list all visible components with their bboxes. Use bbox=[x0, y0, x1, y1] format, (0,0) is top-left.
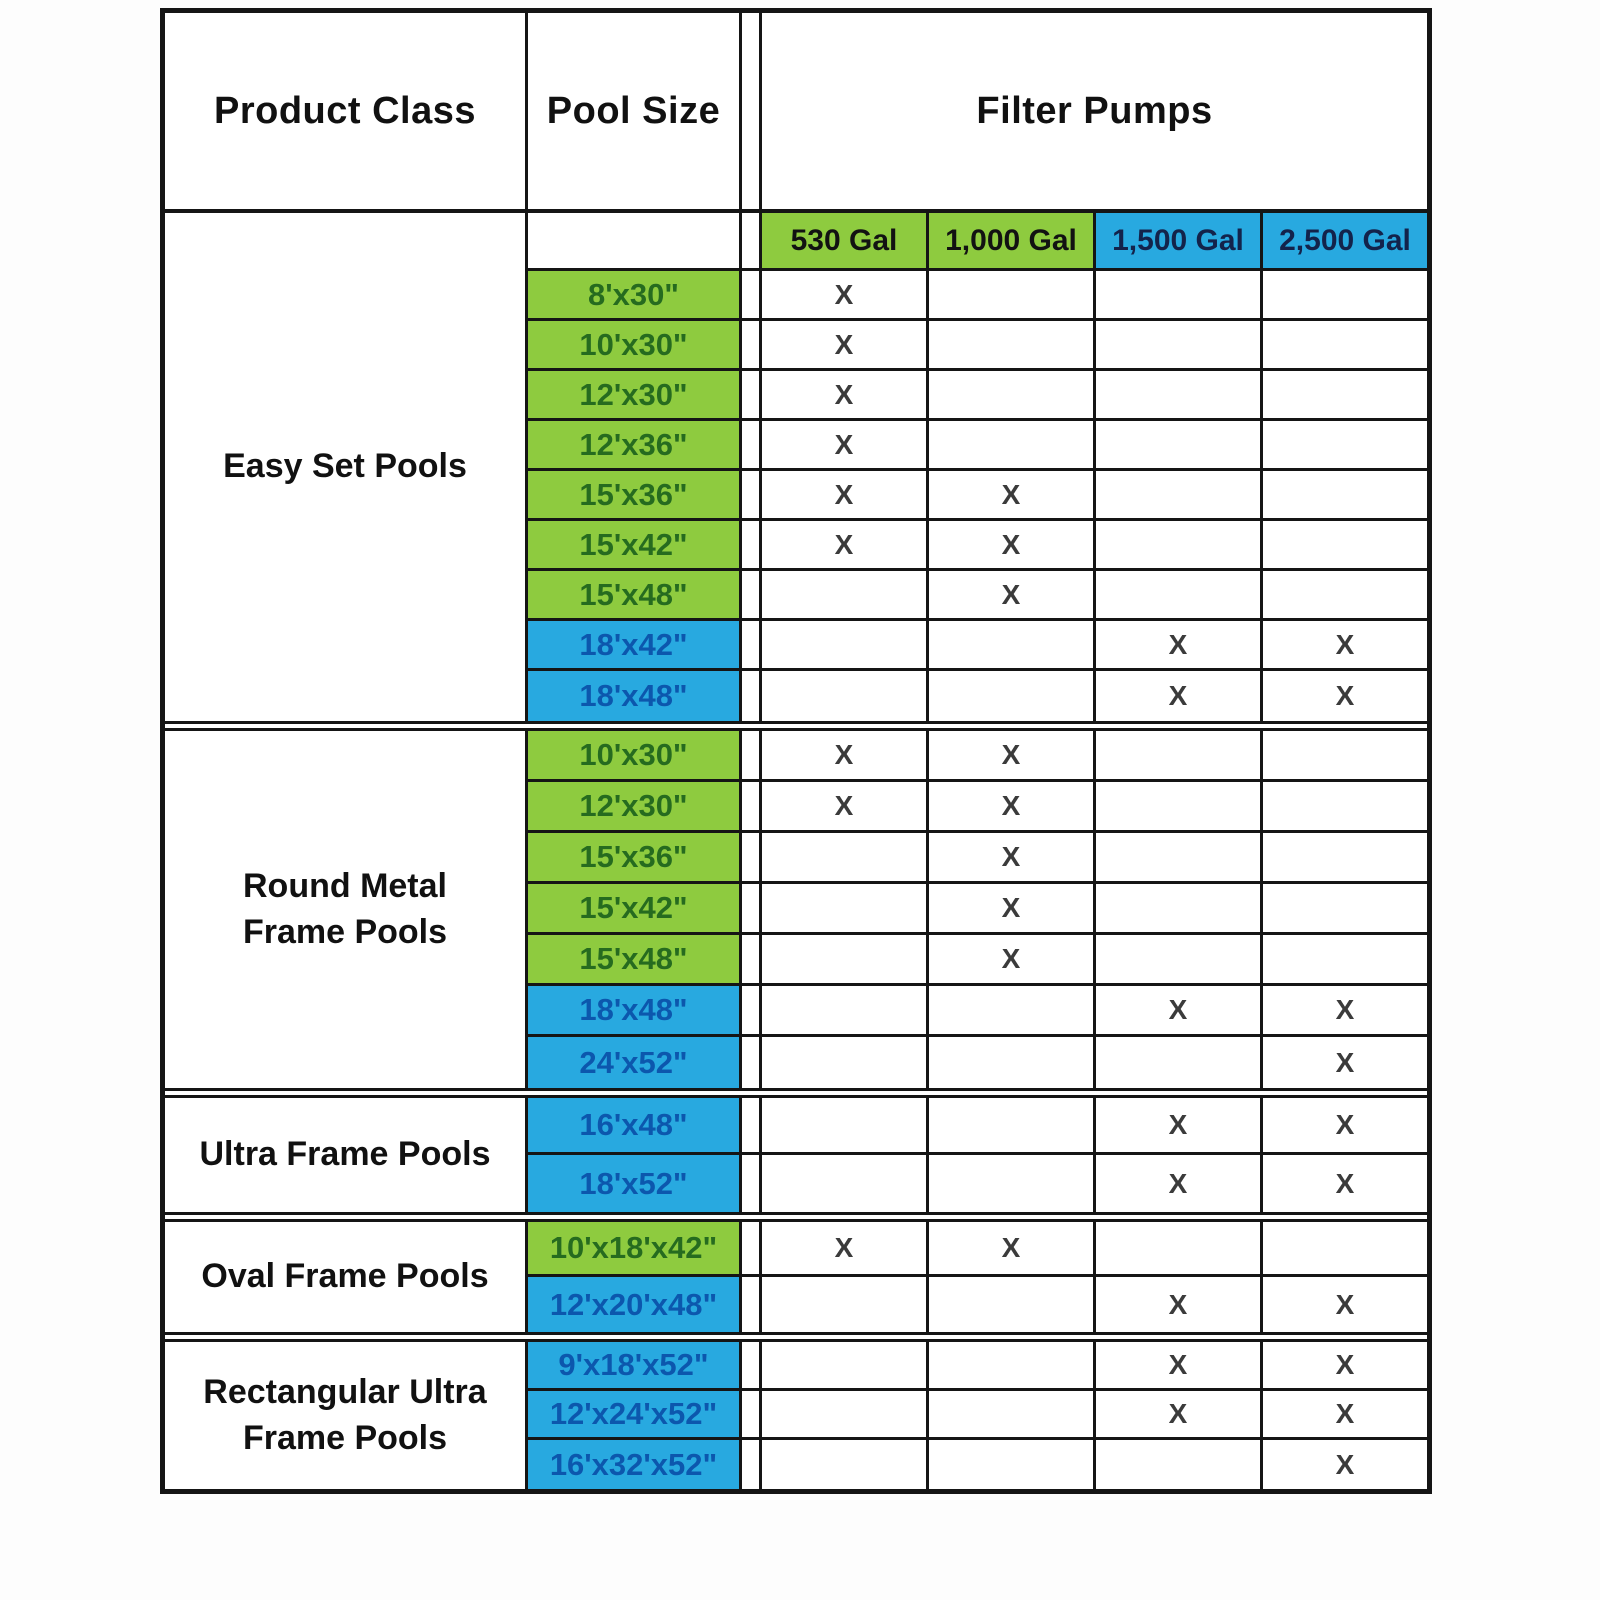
pump-column-header: 530 Gal bbox=[762, 213, 929, 268]
double-line-gap bbox=[742, 884, 762, 932]
pump-compatibility-cell bbox=[1096, 1440, 1263, 1489]
pool-size-cell: 15'x42" bbox=[528, 521, 742, 568]
pump-compatibility-cell bbox=[1263, 471, 1427, 518]
table-header-row bbox=[165, 13, 1427, 213]
double-line-gap bbox=[742, 621, 762, 668]
pump-compatibility-cell: X bbox=[1335, 1167, 1355, 1199]
pump-compatibility-cell bbox=[929, 1391, 1096, 1437]
pool-size-cell: 18'x48" bbox=[528, 986, 742, 1034]
pool-size-row bbox=[528, 935, 1427, 986]
pool-size-cell: 18'x52" bbox=[528, 1155, 742, 1212]
pump-compatibility-cell: X bbox=[762, 271, 929, 318]
pump-compatibility-cell: X bbox=[929, 782, 1096, 830]
product-class-label-line: Easy Set Pools bbox=[223, 447, 467, 486]
pool-size-row bbox=[528, 1277, 1427, 1332]
product-class-cell bbox=[165, 213, 528, 721]
pump-compatibility-cell bbox=[1263, 321, 1427, 368]
pool-size-row bbox=[528, 1098, 1427, 1155]
double-line-gap bbox=[742, 571, 762, 618]
pump-compatibility-cell bbox=[1096, 935, 1263, 983]
pump-compatibility-cell: X bbox=[1335, 1349, 1355, 1380]
pool-size-row bbox=[528, 521, 1427, 571]
pump-compatibility-cell bbox=[929, 1440, 1096, 1489]
pool-size-row bbox=[528, 671, 1427, 721]
pool-size-row bbox=[528, 1391, 1427, 1440]
pool-size-row bbox=[528, 782, 1427, 833]
pump-compatibility-cell bbox=[762, 1391, 929, 1437]
pool-size-cell: 8'x30" bbox=[528, 271, 742, 318]
product-class-label-line: Round Metal bbox=[243, 866, 447, 905]
pool-size-cell: 15'x36" bbox=[528, 833, 742, 881]
pool-size-cell: 12'x20'x48" bbox=[528, 1277, 742, 1332]
pump-compatibility-cell bbox=[762, 935, 929, 983]
pump-compatibility-cell: X bbox=[762, 1222, 929, 1274]
pool-size-cell: 15'x36" bbox=[528, 471, 742, 518]
pump-compatibility-cell bbox=[762, 621, 929, 668]
pump-compatibility-cell: X bbox=[1335, 1046, 1355, 1078]
pool-size-row bbox=[528, 1440, 1427, 1489]
product-class-label-line: Rectangular Ultra bbox=[203, 1372, 487, 1411]
pump-compatibility-cell bbox=[929, 621, 1096, 668]
pool-size-row bbox=[528, 884, 1427, 935]
pool-size-cell: 12'x30" bbox=[528, 782, 742, 830]
pump-compatibility-cell bbox=[929, 321, 1096, 368]
pump-compatibility-cell bbox=[1096, 521, 1263, 568]
double-line-gap bbox=[742, 671, 762, 721]
double-line-gap bbox=[742, 1155, 762, 1212]
pump-compatibility-cell bbox=[1096, 471, 1263, 518]
pump-compatibility-cell bbox=[1263, 571, 1427, 618]
pump-compatibility-cell bbox=[1096, 1222, 1263, 1274]
double-line-gap bbox=[742, 935, 762, 983]
pump-compatibility-cell bbox=[1263, 421, 1427, 468]
pool-size-row bbox=[528, 731, 1427, 782]
pool-size-row bbox=[528, 1037, 1427, 1088]
pump-compatibility-cell bbox=[1096, 833, 1263, 881]
pump-compatibility-cell: X bbox=[1335, 628, 1355, 660]
empty-spacer-cell bbox=[528, 213, 742, 268]
pump-compatibility-cell bbox=[1096, 371, 1263, 418]
pump-compatibility-cell bbox=[1096, 271, 1263, 318]
pool-size-row bbox=[528, 986, 1427, 1037]
pump-compatibility-cell: X bbox=[929, 935, 1096, 983]
pump-compatibility-cell bbox=[1263, 271, 1427, 318]
double-line-gap bbox=[742, 271, 762, 318]
pool-size-row bbox=[528, 371, 1427, 421]
pump-compatibility-cell bbox=[1263, 884, 1427, 932]
pump-compatibility-cell: X bbox=[1096, 986, 1263, 1034]
pool-size-cell: 16'x32'x52" bbox=[528, 1440, 742, 1489]
pump-compatibility-cell: X bbox=[929, 1222, 1096, 1274]
pump-compatibility-cell: X bbox=[1335, 1109, 1355, 1140]
pool-size-cell: 24'x52" bbox=[528, 1037, 742, 1088]
product-class-cell bbox=[165, 1098, 528, 1212]
section-rows bbox=[528, 1222, 1427, 1332]
pool-size-cell: 12'x24'x52" bbox=[528, 1391, 742, 1437]
double-line-gap bbox=[742, 986, 762, 1034]
pool-size-row bbox=[528, 421, 1427, 471]
pump-compatibility-cell: X bbox=[1096, 1277, 1263, 1332]
pool-size-row bbox=[528, 621, 1427, 671]
pump-compatibility-cell bbox=[1096, 321, 1263, 368]
pump-compatibility-cell bbox=[1263, 935, 1427, 983]
pool-size-cell: 15'x48" bbox=[528, 935, 742, 983]
pool-size-row bbox=[528, 1155, 1427, 1212]
pump-compatibility-cell: X bbox=[929, 833, 1096, 881]
pump-compatibility-cell: X bbox=[762, 371, 929, 418]
pump-compatibility-cell bbox=[929, 986, 1096, 1034]
pump-compatibility-cell bbox=[1263, 1222, 1427, 1274]
pump-size-header-row bbox=[528, 213, 1427, 271]
section-rows bbox=[528, 1098, 1427, 1212]
double-line-gap bbox=[742, 1037, 762, 1088]
double-line-gap bbox=[742, 521, 762, 568]
pump-compatibility-cell bbox=[762, 1440, 929, 1489]
section-rows bbox=[528, 731, 1427, 1088]
pump-compatibility-cell: X bbox=[762, 521, 929, 568]
pump-column-header: 2,500 Gal bbox=[1263, 213, 1427, 268]
pump-compatibility-cell bbox=[762, 986, 929, 1034]
pump-compatibility-cell: X bbox=[929, 471, 1096, 518]
pump-compatibility-cell bbox=[929, 1342, 1096, 1388]
pool-size-cell: 10'x30" bbox=[528, 731, 742, 779]
pump-compatibility-cell: X bbox=[929, 571, 1096, 618]
pool-size-cell: 18'x42" bbox=[528, 621, 742, 668]
product-section bbox=[165, 1098, 1427, 1212]
double-line-gap bbox=[742, 213, 762, 268]
double-line-gap bbox=[742, 421, 762, 468]
pump-compatibility-cell bbox=[1096, 782, 1263, 830]
pump-compatibility-cell bbox=[762, 571, 929, 618]
pool-size-cell: 16'x48" bbox=[528, 1098, 742, 1152]
pump-compatibility-cell bbox=[1096, 731, 1263, 779]
product-class-label-line: Oval Frame Pools bbox=[201, 1257, 489, 1296]
pump-compatibility-cell bbox=[1263, 521, 1427, 568]
pump-compatibility-cell bbox=[1263, 833, 1427, 881]
product-class-cell bbox=[165, 1222, 528, 1332]
pump-compatibility-cell: X bbox=[929, 731, 1096, 779]
pump-compatibility-cell bbox=[762, 671, 929, 721]
pump-compatibility-cell bbox=[929, 1155, 1096, 1212]
pump-compatibility-cell bbox=[1263, 731, 1427, 779]
pump-compatibility-cell: X bbox=[1096, 1342, 1263, 1388]
pool-size-row bbox=[528, 833, 1427, 884]
pump-compatibility-cell: X bbox=[1096, 1098, 1263, 1152]
section-separator bbox=[165, 721, 1427, 731]
section-separator bbox=[165, 1088, 1427, 1098]
pump-compatibility-cell bbox=[929, 1277, 1096, 1332]
section-rows bbox=[528, 1342, 1427, 1489]
pump-compatibility-cell bbox=[929, 371, 1096, 418]
pool-size-row bbox=[528, 1342, 1427, 1391]
pool-size-row bbox=[528, 571, 1427, 621]
pump-compatibility-cell: X bbox=[762, 782, 929, 830]
product-section bbox=[165, 1222, 1427, 1332]
pump-compatibility-cell bbox=[929, 421, 1096, 468]
pump-compatibility-cell bbox=[1096, 1037, 1263, 1088]
pump-compatibility-cell: X bbox=[1335, 1288, 1355, 1320]
double-line-gap bbox=[742, 471, 762, 518]
pump-compatibility-cell: X bbox=[1096, 621, 1263, 668]
pool-filter-pump-compatibility-table bbox=[160, 8, 1432, 1494]
pump-compatibility-cell bbox=[1263, 371, 1427, 418]
pump-compatibility-cell: X bbox=[1335, 994, 1355, 1025]
pump-compatibility-cell bbox=[762, 833, 929, 881]
pump-compatibility-cell bbox=[762, 1037, 929, 1088]
product-class-label-line: Frame Pools bbox=[242, 912, 448, 951]
product-section bbox=[165, 1342, 1427, 1489]
pump-compatibility-cell bbox=[1096, 571, 1263, 618]
pump-column-header: 1,000 Gal bbox=[929, 213, 1096, 268]
pump-compatibility-cell: X bbox=[762, 731, 929, 779]
pump-compatibility-cell bbox=[762, 1342, 929, 1388]
pump-compatibility-cell: X bbox=[1096, 1155, 1263, 1212]
pump-compatibility-cell bbox=[762, 1155, 929, 1212]
double-line-gap bbox=[742, 371, 762, 418]
pool-size-cell: 9'x18'x52" bbox=[528, 1342, 742, 1388]
pump-compatibility-cell bbox=[929, 271, 1096, 318]
product-class-cell bbox=[165, 731, 528, 1088]
double-line-gap bbox=[742, 731, 762, 779]
sections-container bbox=[165, 213, 1427, 1489]
pump-compatibility-cell: X bbox=[762, 321, 929, 368]
double-line-gap bbox=[742, 1342, 762, 1388]
pool-size-row bbox=[528, 1222, 1427, 1277]
pump-compatibility-cell bbox=[762, 1277, 929, 1332]
double-line-gap bbox=[742, 1222, 762, 1274]
pump-compatibility-cell: X bbox=[1335, 1398, 1355, 1429]
pump-compatibility-cell bbox=[929, 1037, 1096, 1088]
section-separator bbox=[165, 1212, 1427, 1222]
pump-compatibility-cell bbox=[1096, 421, 1263, 468]
pool-size-cell: 12'x36" bbox=[528, 421, 742, 468]
pump-compatibility-cell: X bbox=[762, 421, 929, 468]
double-line-gap bbox=[742, 833, 762, 881]
product-section bbox=[165, 731, 1427, 1088]
pool-size-row bbox=[528, 271, 1427, 321]
product-class-label-line: Frame Pools bbox=[242, 1418, 448, 1457]
pool-size-cell: 15'x42" bbox=[528, 884, 742, 932]
product-class-label-line: Ultra Frame Pools bbox=[199, 1135, 491, 1174]
pump-compatibility-cell bbox=[762, 884, 929, 932]
pump-compatibility-cell: X bbox=[762, 471, 929, 518]
pool-size-cell: 10'x30" bbox=[528, 321, 742, 368]
product-section bbox=[165, 213, 1427, 721]
pump-compatibility-cell: X bbox=[929, 884, 1096, 932]
double-line-gap bbox=[742, 321, 762, 368]
product-class-header: Product Class bbox=[165, 13, 528, 209]
double-line-gap bbox=[742, 782, 762, 830]
pool-size-cell: 15'x48" bbox=[528, 571, 742, 618]
pool-size-cell: 10'x18'x42" bbox=[528, 1222, 742, 1274]
section-rows bbox=[528, 213, 1427, 721]
pump-compatibility-cell: X bbox=[1335, 1448, 1355, 1480]
pump-compatibility-cell: X bbox=[1096, 1391, 1263, 1437]
pump-compatibility-cell bbox=[762, 1098, 929, 1152]
double-line-gap bbox=[742, 1277, 762, 1332]
product-class-cell bbox=[165, 1342, 528, 1489]
double-line-gap bbox=[742, 1391, 762, 1437]
pool-size-row bbox=[528, 321, 1427, 371]
pump-compatibility-cell: X bbox=[929, 521, 1096, 568]
filter-pumps-header: Filter Pumps bbox=[976, 89, 1213, 132]
double-line-gap bbox=[742, 1098, 762, 1152]
pump-compatibility-cell bbox=[1096, 884, 1263, 932]
pool-size-row bbox=[528, 471, 1427, 521]
pool-size-cell: 18'x48" bbox=[528, 671, 742, 721]
pump-compatibility-cell: X bbox=[1335, 680, 1355, 711]
double-line-gap bbox=[742, 13, 762, 209]
pool-size-header: Pool Size bbox=[528, 13, 742, 209]
pump-compatibility-cell bbox=[929, 671, 1096, 721]
double-line-gap bbox=[742, 1440, 762, 1489]
pump-column-header: 1,500 Gal bbox=[1096, 213, 1263, 268]
pump-compatibility-cell: X bbox=[1096, 671, 1263, 721]
pump-compatibility-cell bbox=[929, 1098, 1096, 1152]
section-separator bbox=[165, 1332, 1427, 1342]
pool-size-cell: 12'x30" bbox=[528, 371, 742, 418]
pump-compatibility-cell bbox=[1263, 782, 1427, 830]
